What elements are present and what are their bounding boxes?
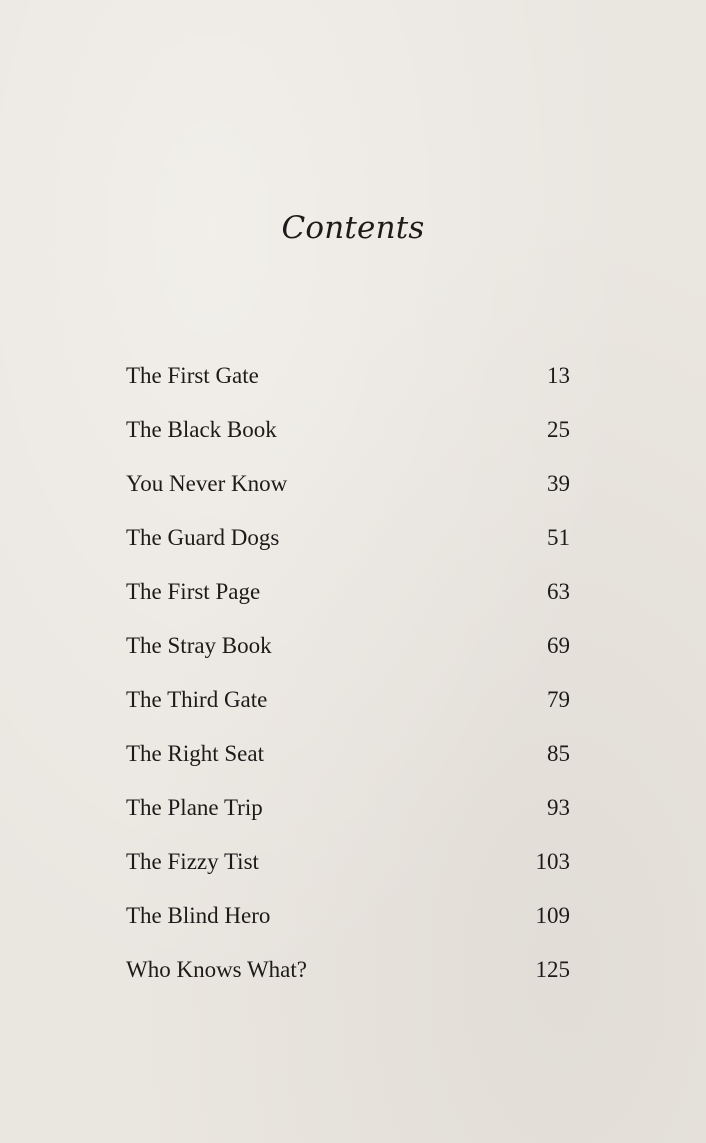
toc-page-number: 51 [547,525,570,550]
toc-page-number: 85 [547,741,570,766]
toc-chapter-title: The Stray Book [126,633,272,658]
toc-entry [126,957,570,1011]
toc-page-number: 13 [547,363,570,388]
toc-entry [126,849,570,903]
toc-chapter-title: The Guard Dogs [126,525,280,550]
toc-chapter-title: The Black Book [126,417,277,442]
toc-entry [126,417,570,471]
toc-entry [126,471,570,525]
toc-chapter-title: The Plane Trip [126,795,263,820]
toc-page-number: 63 [547,579,570,604]
toc-entry [126,525,570,579]
toc-chapter-title: You Never Know [126,471,288,496]
toc-chapter-title: The Fizzy Tist [126,849,259,874]
toc-page-number: 25 [547,417,570,442]
toc-page-number: 125 [535,957,570,982]
toc-entry [126,903,570,957]
toc-chapter-title: The First Gate [126,363,259,388]
toc-page-number: 39 [547,471,570,496]
toc-page-number: 109 [535,903,570,928]
toc-chapter-title: Who Knows What? [126,957,307,982]
toc-entry [126,687,570,741]
toc-page-number: 69 [547,633,570,658]
toc-entry [126,795,570,849]
toc-page-number: 93 [547,795,570,820]
toc-chapter-title: The Third Gate [126,687,268,712]
toc-page-number: 103 [535,849,570,874]
table-of-contents [126,363,570,1011]
toc-entry [126,633,570,687]
toc-entry [126,363,570,417]
page-title: Contents [281,210,425,246]
toc-entry [126,741,570,795]
toc-chapter-title: The First Page [126,579,261,604]
toc-page-number: 79 [547,687,570,712]
toc-entry [126,579,570,633]
toc-chapter-title: The Right Seat [126,741,264,766]
toc-chapter-title: The Blind Hero [126,903,271,928]
